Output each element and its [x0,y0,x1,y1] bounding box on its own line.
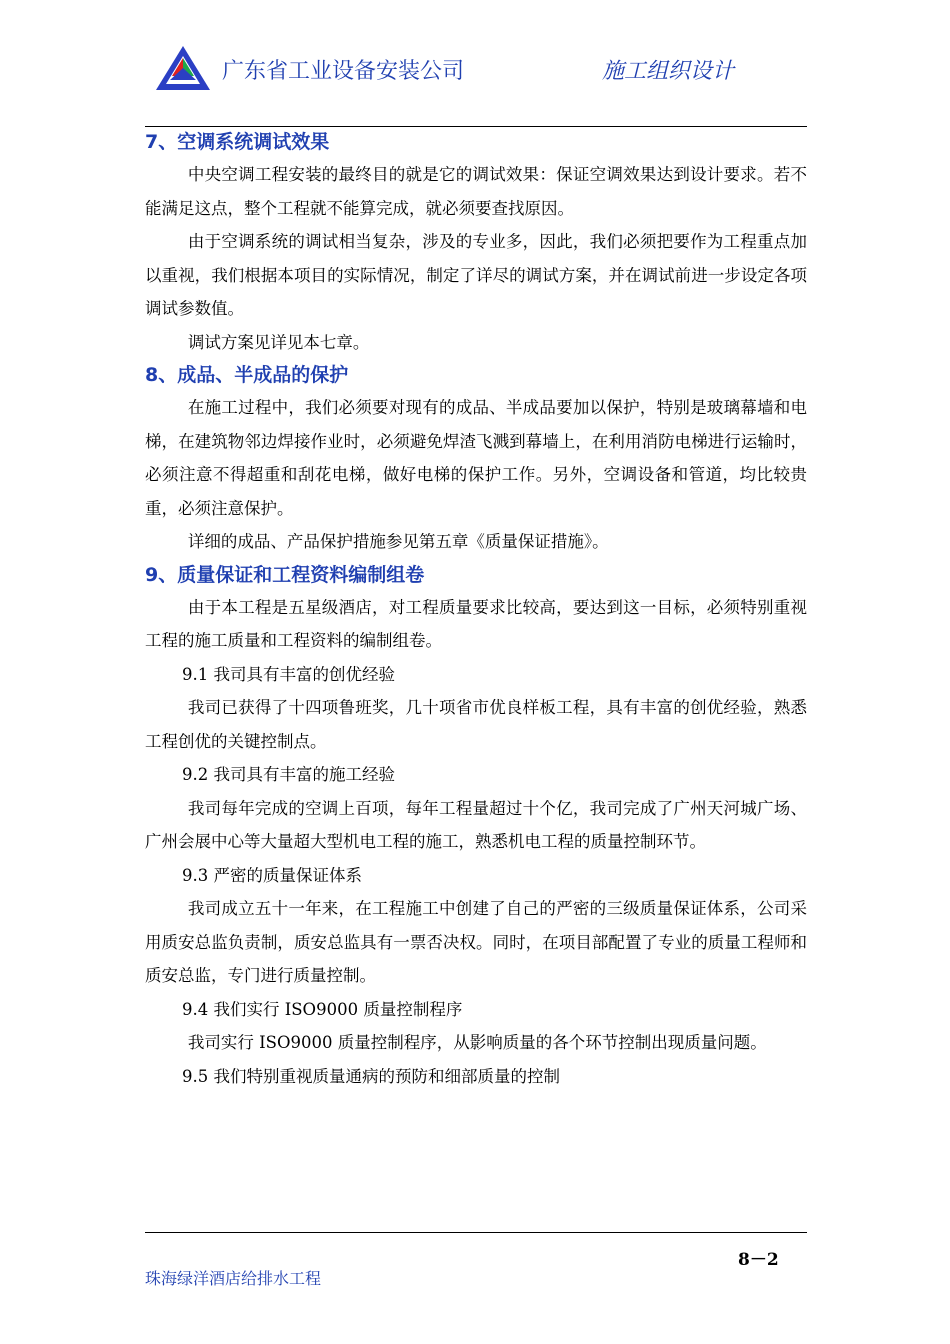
document-type: 施工组织设计 [602,59,735,84]
section-8-paragraph: 详细的成品、产品保护措施参见第五章《质量保证措施》。 [187,532,609,551]
page-number: 8－2 [738,1250,779,1270]
section-8-paragraph: 在施工过程中，我们必须要对现有的成品、半成品要加以保护，特别是玻璃幕墙和电梯，在建筑物邻边焊接作业时，必须避免焊渣飞溅到幕墙上，在利用消防电梯进行运输时，必须注意不得超重和刮花电梯，做好电梯的保护工作。另外，空调设备和管道，均比较贵重，必须注意保护。 [145,398,807,518]
section-7-title: 7、空调系统调试效果 [145,131,330,153]
subsection-text: 我司实行 ISO9000 质量控制程序，从影响质量的各个环节控制出现质量问题。 [187,1033,767,1052]
subsection-text: 我司成立五十一年来，在工程施工中创建了自己的严密的三级质量保证体系，公司采用质安总监负责制，质安总监具有一票否决权。同时，在项目部配置了专业的质量工程师和质安总监，专门进行质量控制。 [145,899,807,985]
footer-divider [145,1232,807,1233]
subsection-text: 我司每年完成的空调上百项，每年工程量超过十个亿，我司完成了广州天河城广场、广州会展中心等大量超大型机电工程的施工，熟悉机电工程的质量控制环节。 [145,798,807,851]
page-header [150,40,810,130]
company-name: 广东省工业设备安装公司 [222,59,465,84]
section-7-paragraph: 由于空调系统的调试相当复杂，涉及的专业多，因此，我们必须把要作为工程重点加以重视，我们根据本项目的实际情况，制定了详尽的调试方案，并在调试前进一步设定各项调试参数值。 [145,232,807,318]
subsection-title: 9.1 我司具有丰富的创优经验 [182,664,395,684]
section-7-paragraph: 中央空调工程安装的最终目的就是它的调试效果：保证空调效果达到设计要求。若不能满足这点，整个工程就不能算完成，就必须要查找原因。 [145,165,807,218]
subsection-title: 9.5 我们特别重视质量通病的预防和细部质量的控制 [182,1066,560,1086]
document-body [145,126,807,1093]
subsection-title: 9.3 严密的质量保证体系 [182,865,362,885]
subsection-text: 我司已获得了十四项鲁班奖，几十项省市优良样板工程，具有丰富的创优经验，熟悉工程创优的关键控制点。 [145,698,807,751]
project-name: 珠海绿洋酒店给排水工程 [145,1269,322,1288]
subsection-title: 9.4 我们实行 ISO9000 质量控制程序 [182,999,463,1019]
section-9-title: 9、质量保证和工程资料编制组卷 [145,563,425,586]
company-logo-icon [154,44,212,92]
section-9-intro: 由于本工程是五星级酒店，对工程质量要求比较高，要达到这一目标，必须特别重视工程的施工质量和工程资料的编制组卷。 [145,597,807,650]
subsection-title: 9.2 我司具有丰富的施工经验 [182,765,395,784]
section-7-paragraph: 调试方案见详见本七章。 [187,332,370,352]
section-8-title: 8、成品、半成品的保护 [145,364,349,386]
